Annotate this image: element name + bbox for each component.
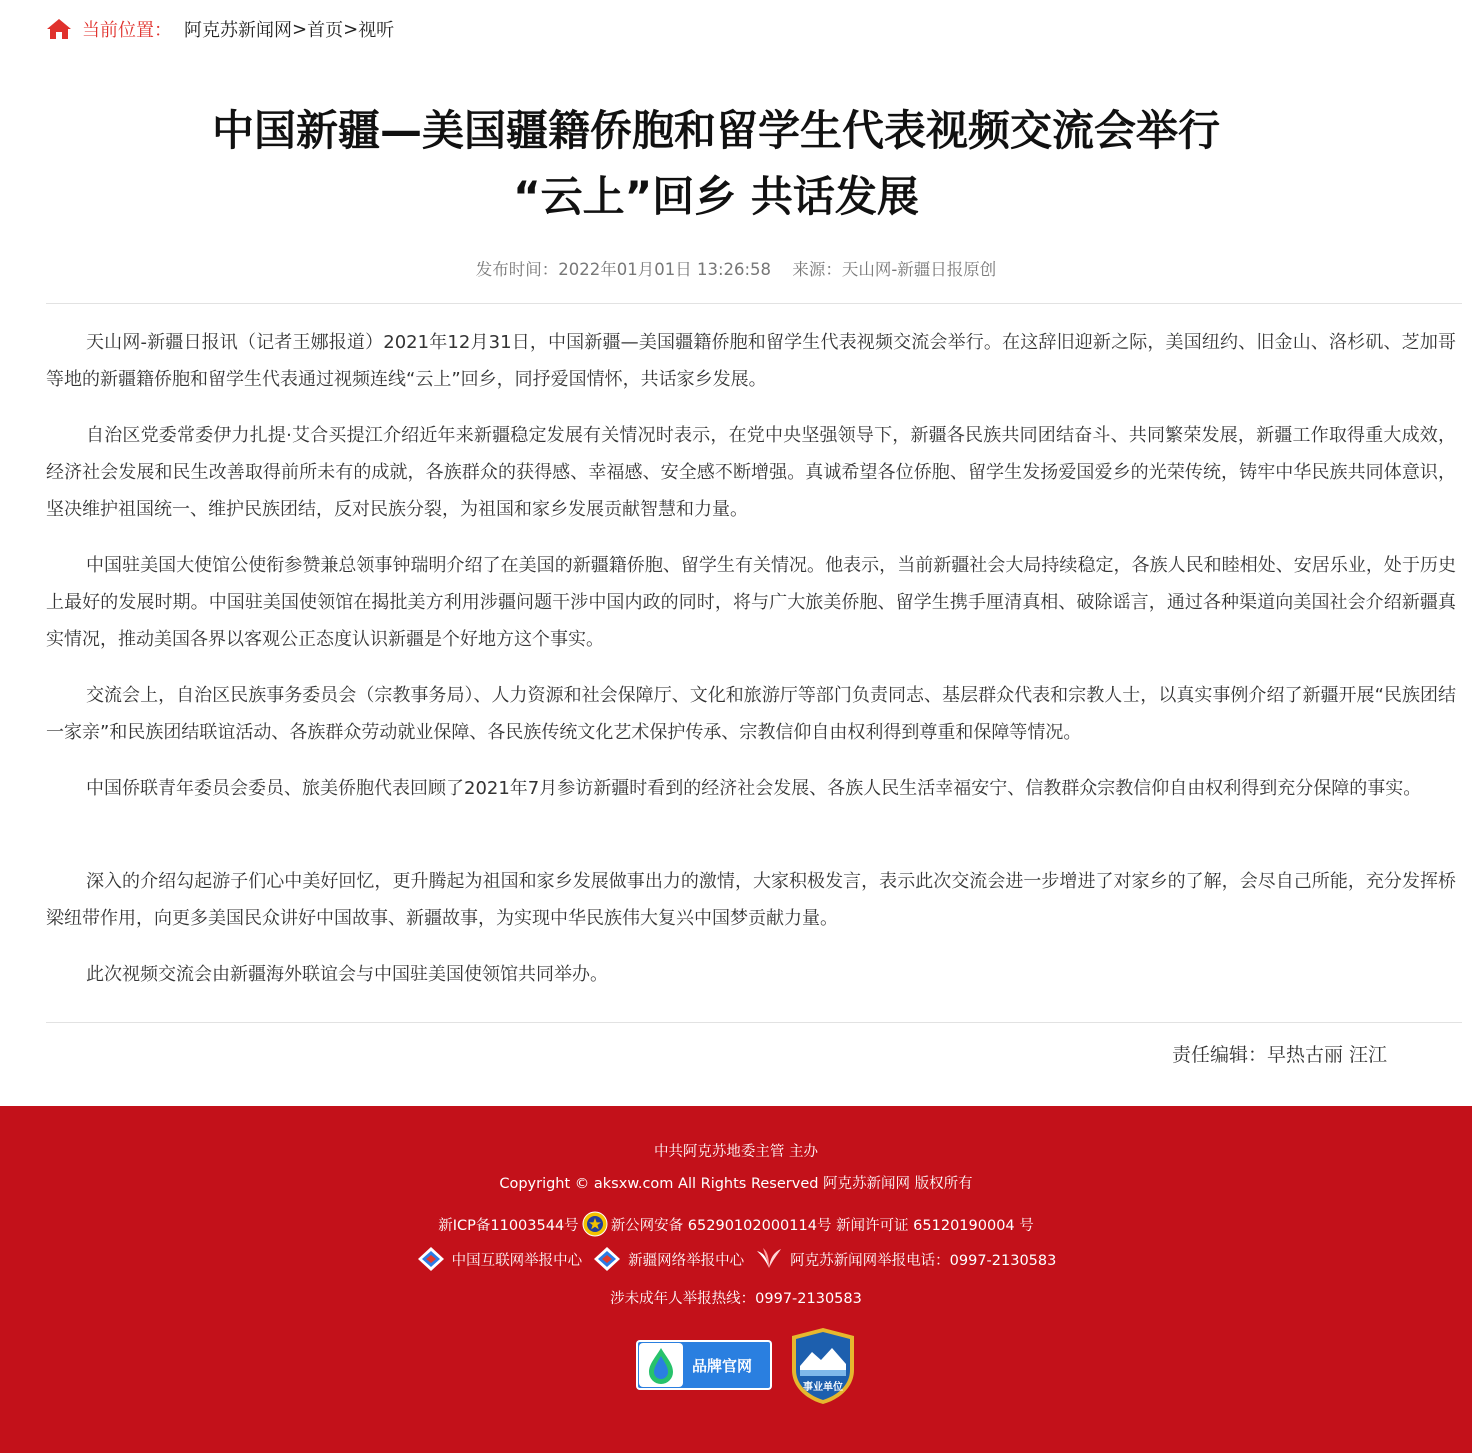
article-meta bbox=[0, 256, 1472, 280]
breadcrumb-link-site[interactable]: 阿克苏新闻网 bbox=[184, 20, 292, 41]
police-badge-icon bbox=[581, 1210, 609, 1238]
breadcrumb-separator: > bbox=[292, 18, 308, 40]
footer-sponsor: 中共阿克苏地委主管 主办 bbox=[653, 1144, 819, 1160]
breadcrumb-separator: > bbox=[343, 18, 359, 40]
divider bbox=[46, 303, 1462, 304]
brand-site-label: 品牌官网 bbox=[692, 1356, 753, 1375]
icp-link[interactable]: 新ICP备11003544号 bbox=[438, 1217, 579, 1234]
breadcrumb-link-video[interactable]: 视听 bbox=[358, 20, 395, 41]
publish-info bbox=[476, 260, 771, 279]
badge-unit-label: 事业单位 bbox=[803, 1382, 843, 1393]
public-institution-badge[interactable] bbox=[788, 1326, 858, 1406]
paragraph: 深入的介绍勾起游子们心中美好回忆，更升腾起为祖国和家乡发展做事出力的激情，大家积极发言，表示此次交流会进一步增进了对家乡的了解，会尽自己所能，充分发挥桥梁纽带作用，向更多美国民众讲好中国故事、新疆故事，为实现中华民族伟大复兴中国梦贡献力量。 bbox=[46, 871, 1456, 929]
publish-time: 2022年01月01日 13:26:58 bbox=[558, 260, 772, 279]
report-link-china-internet[interactable] bbox=[416, 1246, 583, 1272]
divider bbox=[46, 1022, 1462, 1023]
report-link-xinjiang[interactable] bbox=[592, 1246, 744, 1272]
report-link-label: 阿克苏新闻网举报电话：0997-2130583 bbox=[790, 1252, 1057, 1269]
report-link-label: 中国互联网举报中心 bbox=[451, 1252, 583, 1269]
report-link-label: 新疆网络举报中心 bbox=[628, 1252, 745, 1269]
footer-report-row bbox=[0, 1246, 1472, 1272]
paragraph: 此次视频交流会由新疆海外联谊会与中国驻美国使领馆共同举办。 bbox=[86, 964, 608, 985]
home-icon bbox=[46, 17, 72, 41]
breadcrumb-link-home[interactable]: 首页 bbox=[307, 20, 344, 41]
paragraph: 中国驻美国大使馆公使衔参赞兼总领事钟瑞明介绍了在美国的新疆籍侨胞、留学生有关情况。他表示，当前新疆社会大局持续稳定，各族人民和睦相处、安居乐业，处于历史上最好的发展时期。中国驻美国使领馆在揭批美方利用涉疆问题干涉中国内政的同时，将与广大旅美侨胞、留学生携手厘清真相、破除谣言，通过各种渠道向美国社会介绍新疆真实情况，推动美国各界以客观公正态度认识新疆是个好地方这个事实。 bbox=[46, 555, 1456, 650]
paragraph: 中国侨联青年委员会委员、旅美侨胞代表回顾了2021年7月参访新疆时看到的经济社会发展、各族人民生活幸福安宁、信教群众宗教信仰自由权利得到充分保障的事实。 bbox=[86, 778, 1422, 799]
paragraph: 自治区党委常委伊力扎提·艾合买提江介绍近年来新疆稳定发展有关情况时表示，在党中央坚强领导下，新疆各民族共同团结奋斗、共同繁荣发展，新疆工作取得重大成效，经济社会发展和民生改善取得前所未有的成就，各族群众的获得感、幸福感、安全感不断增强。真诚希望各位侨胞、留学生发扬爱国爱乡的光荣传统，铸牢中华民族共同体意识，坚决维护祖国统一、维护民族团结，反对民族分裂，为祖国和家乡发展贡献智慧和力量。 bbox=[46, 425, 1456, 520]
paragraph: 天山网-新疆日报讯（记者王娜报道）2021年12月31日，中国新疆—美国疆籍侨胞和留学生代表视频交流会举行。在这辞旧迎新之际，美国纽约、旧金山、洛杉矶、芝加哥等地的新疆籍侨胞和留学生代表通过视频连线“云上”回乡，同抒爱国情怀，共话家乡发展。 bbox=[46, 332, 1456, 390]
responsible-editor: 责任编辑：早热古丽 汪江 bbox=[1171, 1044, 1387, 1066]
article-title-line1: 中国新疆—美国疆籍侨胞和留学生代表视频交流会举行 bbox=[211, 106, 1220, 155]
water-drop-icon bbox=[638, 1342, 684, 1388]
article-title-line2: “云上”回乡 共话发展 bbox=[513, 172, 919, 221]
brand-site-badge[interactable] bbox=[636, 1340, 772, 1390]
report-link-aksu-phone[interactable] bbox=[754, 1246, 1056, 1272]
paragraph: 交流会上，自治区民族事务委员会（宗教事务局）、人力资源和社会保障厅、文化和旅游厅等部门负责同志、基层群众代表和宗教人士，以真实事例介绍了新疆开展“民族团结一家亲”和民族团结联谊活动、各族群众劳动就业保障、各民族传统文化艺术保护传承、宗教信仰自由权利得到尊重和保障等情况。 bbox=[46, 685, 1456, 743]
breadcrumb-label: 当前位置： bbox=[82, 20, 172, 41]
footer-license-row bbox=[0, 1210, 1472, 1238]
aksu-logo-icon bbox=[754, 1246, 784, 1272]
footer-copyright: Copyright © aksxw.com All Rights Reserved 阿克苏新闻网 版权所有 bbox=[499, 1176, 973, 1192]
footer bbox=[0, 1106, 1472, 1453]
article-source: 来源：天山网-新疆日报原创 bbox=[792, 260, 997, 279]
report-center-icon bbox=[416, 1246, 446, 1272]
article-body bbox=[46, 324, 1456, 993]
publish-label: 发布时间： bbox=[475, 260, 559, 279]
minor-hotline: 涉未成年人举报热线：0997-2130583 bbox=[610, 1291, 862, 1307]
breadcrumb bbox=[46, 14, 394, 44]
report-center-icon bbox=[592, 1246, 622, 1272]
security-record-link[interactable]: 新公网安备 65290102000114号 新闻许可证 65120190004 号 bbox=[610, 1217, 1034, 1234]
